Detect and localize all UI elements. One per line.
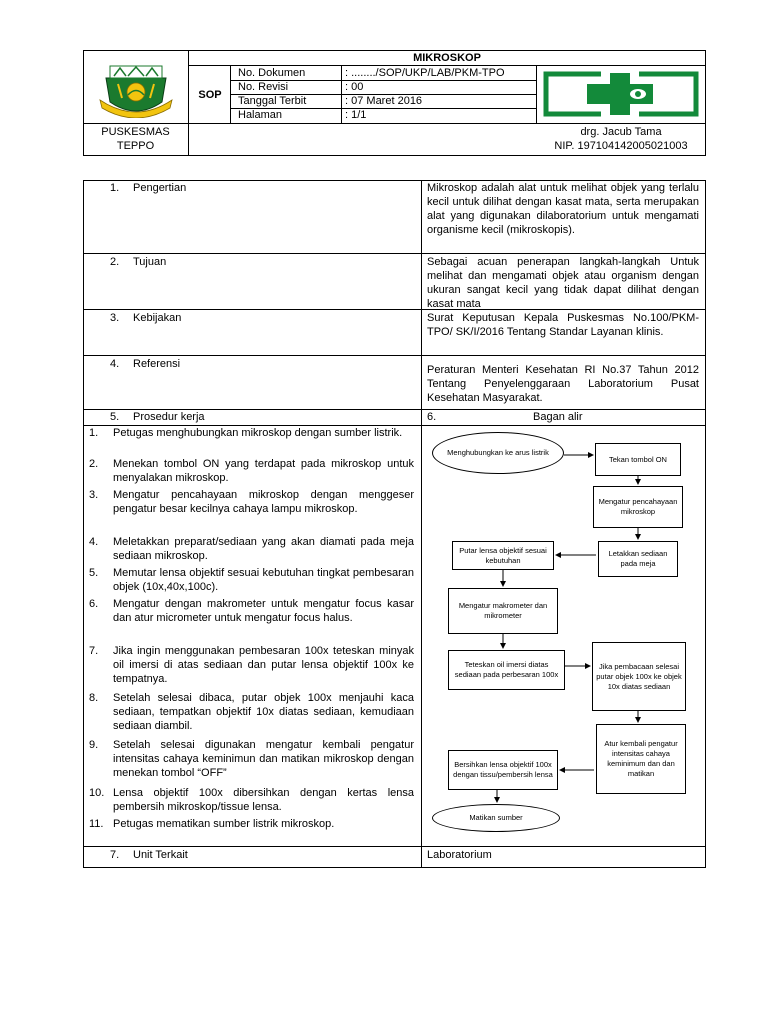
- field-label: No. Revisi: [238, 81, 289, 93]
- step-number: 2.: [89, 458, 99, 470]
- flow-node-light: Mengatur pencahayaan mikroskop: [593, 486, 683, 528]
- field-value: : 1/1: [345, 109, 367, 121]
- field-value: : ......../SOP/UKP/LAB/PKM-TPO: [345, 67, 505, 79]
- field-value: : 07 Maret 2016: [345, 95, 423, 107]
- section-label: Pengertian: [133, 182, 187, 194]
- flow-node-end: Matikan sumber: [432, 804, 560, 832]
- flow-node-start: Menghubungkan ke arus listrik: [432, 432, 564, 474]
- step-number: 9.: [89, 739, 99, 751]
- org-name: PUSKESMAS: [101, 126, 170, 138]
- section-label: Prosedur kerja: [133, 411, 205, 423]
- step-number: 8.: [89, 692, 99, 704]
- section-text: Peraturan Menteri Kesehatan RI No.37 Tahun 2012 Tentang Penyelenggaraan Laboratorium Pusat Kesehatan Masyarakat.: [427, 364, 699, 404]
- section-number: 6.: [427, 411, 437, 423]
- flow-node-dim: Atur kembali pengatur intensitas cahaya keminimum dan dan matikan: [596, 724, 686, 794]
- org-name-line2: TEPPO: [116, 140, 155, 152]
- step-text: Meletakkan preparat/sediaan yang akan diamati pada meja sediaan mikroskop.: [113, 536, 414, 562]
- step-number: 1.: [89, 427, 99, 439]
- step-text: Jika ingin menggunakan pembesaran 100x teteskan minyak oil imersi di atas sediaan dan putar lensa objektif 100x ke tempatnya.: [113, 645, 414, 685]
- section-label: Referensi: [133, 358, 181, 370]
- section-label: Tujuan: [133, 256, 167, 268]
- signer-name: drg. Jacub Tama: [580, 126, 662, 138]
- section-label: Unit Terkait: [133, 849, 188, 861]
- field-label: No. Dokumen: [238, 67, 306, 79]
- section-text: Mikroskop adalah alat untuk melihat objek yang terlalu kecil untuk dilihat dengan kasat mata, serta merupakan alat yang digunakan dilaboratorium untuk mengamati organisme kecil (mikroskopis).: [427, 182, 699, 236]
- flow-node-lens: Putar lensa objektif sesuai kebutuhan: [452, 541, 554, 570]
- section-number: 4.: [110, 358, 120, 370]
- section-number: 7.: [110, 849, 120, 861]
- doc-title: MIKROSKOP: [413, 52, 481, 64]
- field-label: Halaman: [238, 109, 283, 121]
- flow-node-on: Tekan tombol ON: [595, 443, 681, 476]
- section-number: 1.: [110, 182, 120, 194]
- section-number: 2.: [110, 256, 120, 268]
- flow-node-macro: Mengatur makrometer dan mikrometer: [448, 588, 558, 634]
- step-text: Mengatur dengan makrometer untuk mengatur focus kasar dan atur micrometer untuk mengatur focus halus.: [113, 598, 414, 624]
- step-text: Petugas mematikan sumber listrik mikroskop.: [113, 818, 335, 830]
- section-number: 3.: [110, 312, 120, 324]
- flow-node-clean: Bersihkan lensa objektif 100x dengan tissu/pembersih lensa: [448, 750, 558, 790]
- step-number: 6.: [89, 598, 99, 610]
- signer-nip: NIP. 197104142005021003: [554, 140, 688, 152]
- step-text: Memutar lensa objektif sesuai kebutuhan tingkat pembesaran objek (10x,40x,100c).: [113, 567, 414, 593]
- section-label: Bagan alir: [533, 411, 583, 423]
- flow-node-place: Letakkan sediaan pada meja: [598, 541, 678, 577]
- unit-value: Laboratorium: [427, 849, 492, 861]
- step-text: Mengatur pencahayaan mikroskop dengan menggeser pengatur besar kecilnya cahaya lampu mikroskop.: [113, 489, 414, 515]
- step-text: Setelah selesai digunakan mengatur kembali pengatur intensitas cahaya keminimun dan matikan mikroskop dengan menekan tombol “OFF”: [113, 739, 414, 779]
- section-text: Surat Keputusan Kepala Puskesmas No.100/PKM-TPO/ SK/I/2016 Tentang Standar Layanan klinis.: [427, 312, 699, 338]
- step-number: 3.: [89, 489, 99, 501]
- section-number: 5.: [110, 411, 120, 423]
- step-number: 4.: [89, 536, 99, 548]
- step-text: Setelah selesai dibaca, putar objek 100x menjauhi kaca sediaan, tempatkan objektif 10x diatas sediaan, kemudiaan sediaan diambil.: [113, 692, 414, 732]
- flow-node-done: Jika pembacaan selesai putar objek 100x ke objek 10x diatas sediaan: [592, 642, 686, 711]
- field-value: : 00: [345, 81, 364, 93]
- step-number: 11.: [89, 818, 104, 830]
- step-number: 5.: [89, 567, 99, 579]
- step-text: Petugas menghubungkan mikroskop dengan sumber listrik.: [113, 427, 403, 439]
- step-text: Menekan tombol ON yang terdapat pada mikroskop untuk menyalakan mikroskop.: [113, 458, 414, 484]
- step-number: 7.: [89, 645, 99, 657]
- sop-label: SOP: [198, 89, 222, 101]
- flow-node-oil: Teteskan oil imersi diatas sediaan pada perbesaran 100x: [448, 650, 565, 690]
- step-text: Lensa objektif 100x dibersihkan dengan kertas lensa pembersih mikroskop/tissue lensa.: [113, 787, 414, 813]
- section-text: Sebagai acuan penerapan langkah-langkah Untuk melihat dan mengamati objek atau organism dengan ukuran sangat kecil yang tidak dapat dilihat dengan kasat mata: [427, 256, 699, 310]
- field-label: Tanggal Terbit: [238, 95, 307, 107]
- step-number: 10.: [89, 787, 105, 799]
- section-label: Kebijakan: [133, 312, 182, 324]
